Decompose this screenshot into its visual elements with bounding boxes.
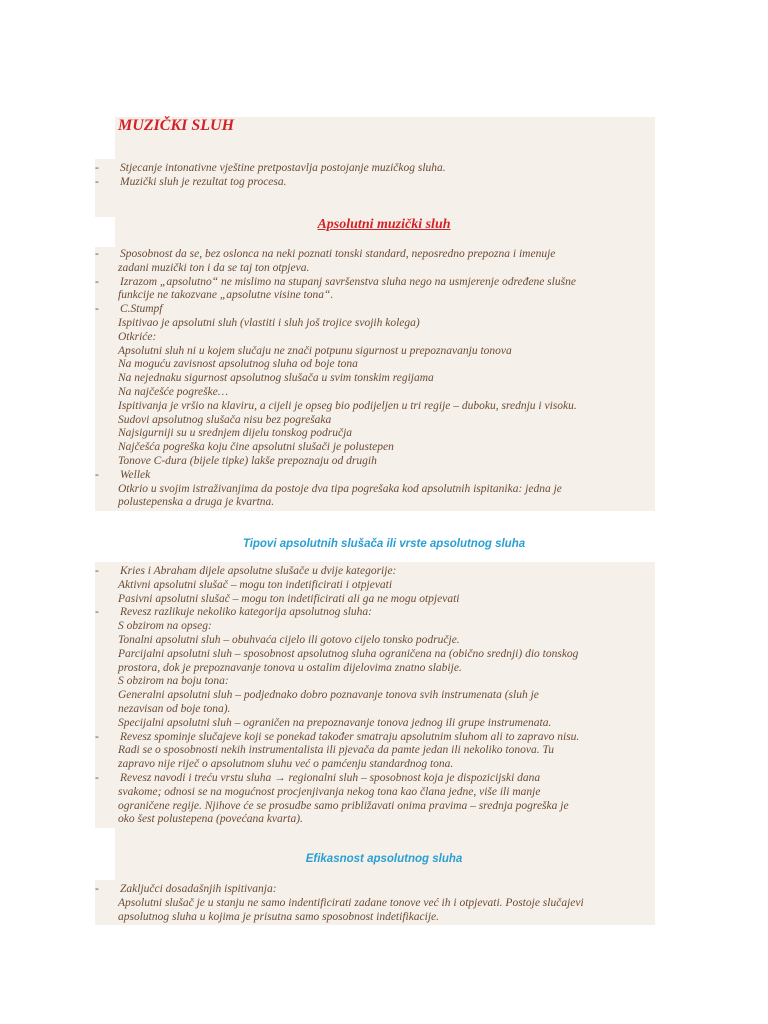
list-item [95, 634, 655, 648]
list-item [95, 620, 655, 634]
list-item [95, 648, 655, 662]
list-item-text: Zaključci dosadašnjih ispitivanja: [120, 883, 277, 895]
list-bullet: - [95, 565, 99, 577]
list-item [95, 758, 655, 772]
list-item-text: Apsolutni sluh ni u kojem slučaju ne znači potpunu sigurnost u prepoznavanju tonova [118, 344, 512, 357]
list-item [95, 248, 655, 262]
list-bullet: - [95, 730, 99, 743]
list-item-text: Sudovi apsolutnog slušača nisu bez pogrešaka [118, 413, 332, 426]
list-item [95, 303, 655, 317]
list-item [95, 441, 655, 455]
list-bullet: - [95, 771, 99, 784]
list-item-text: Na moguću zavisnost apsolutnog sluha od boje tona [118, 358, 358, 371]
list-item [95, 469, 655, 483]
list-item-text: Sposobnost da se, bez oslonca na neki poznati tonski standard, neposredno prepozna i imenuje [120, 248, 556, 260]
list-item-text: ograničene regije. Njihove će se prosudbe samo približavati onima pravima – srednja pogreška je [118, 799, 569, 812]
list-item-text: Izrazom „apsolutno“ ne mislimo na stupanj savršenstva sluha nego na usmjerenje određene slušne [120, 275, 576, 288]
list-item [95, 400, 655, 414]
list-item-text: Stjecanje intonativne vještine pretpostavlja postojanje muzičkog sluha. [120, 162, 446, 174]
list-item [95, 744, 655, 758]
list-item [95, 579, 655, 593]
list-item-text: C.Stumpf [120, 303, 163, 316]
list-item-text: Tonove C-dura (bijele tipke) lakše prepoznaju od drugih [118, 454, 377, 467]
list-item [95, 662, 655, 676]
section3-list [95, 883, 655, 924]
list-item-text: Parcijalni apsolutni sluh – sposobnost apsolutnog sluha ograničena na (obično srednji) dio tonskog [118, 647, 579, 660]
list-item-text: S obzirom na opseg: [118, 620, 212, 633]
list-item [95, 317, 655, 331]
list-item-text: Ispitivanja je vršio na klaviru, a cijeli je opseg bio podijeljen u tri regije – duboku, srednju i visoku. [118, 399, 577, 412]
list-item [95, 345, 655, 359]
list-item [95, 162, 655, 176]
list-item [95, 897, 655, 911]
list-item-text: Najčešća pogreška koju čine apsolutni slušači je polustepen [118, 441, 394, 454]
list-item [95, 331, 655, 345]
list-bullet: - [95, 162, 99, 174]
list-item-text: Otkrio u svojim istraživanjima da postoje dva tipa pogrešaka kod apsolutnih ispitanika: jedna je [118, 482, 562, 495]
list-item [95, 813, 655, 827]
list-item [95, 703, 655, 717]
list-item-text: Na najčešće pogreške… [118, 385, 229, 398]
list-item [95, 731, 655, 745]
list-bullet: - [95, 175, 99, 188]
list-item [95, 427, 655, 441]
section1-list [95, 248, 655, 510]
list-item-text: Najsigurniji su u srednjem dijelu tonskog područja [118, 427, 353, 440]
section3-heading: Efikasnost apsolutnog sluha [305, 853, 463, 865]
list-item-text: funkcije ne takozvane „apsolutne visine tona“. [118, 289, 334, 302]
list-item-text: apsolutnog sluha u kojima je prisutna samo sposobnost indetifikacije. [118, 910, 440, 923]
list-item [95, 883, 655, 897]
list-item-text: Apsolutni slušač je u stanju ne samo indentificirati zadane tonove već ih i otpjevati. Postoje slučajevi [118, 896, 584, 909]
list-bullet: - [95, 468, 99, 481]
list-item-text: prostora, dok je prepoznavanje tonova u ostalim dijelovima znatno slabije. [118, 661, 462, 674]
list-item-text: Pasivni apsolutni slušač – mogu ton indetificirati ali ga ne mogu otpjevati [118, 592, 460, 605]
list-item-text: Otkriće: [118, 330, 157, 343]
list-item-text: Generalni apsolutni sluh – podjednako dobro poznavanje tonova svih instrumenata (sluh je [118, 689, 539, 702]
list-item-text: Aktivni apsolutni slušač – mogu ton indetificirati i otpjevati [118, 578, 393, 591]
list-item [95, 289, 655, 303]
list-item [95, 772, 655, 786]
list-item-text: zapravo nije riječ o apsolutnom sluhu već o pamćenju standardnog tona. [118, 758, 454, 771]
list-item [95, 483, 655, 497]
list-bullet: - [95, 606, 99, 619]
list-item [95, 800, 655, 814]
list-item-text: Revesz spominje slučajeve koji se ponekad također smatraju apsolutnim sluhom ali to zapravo nisu. [120, 730, 580, 743]
list-item-text: Specijalni apsolutni sluh – ograničen na prepoznavanje tonova jednog ili grupe instrumenata. [118, 716, 552, 729]
list-bullet: - [95, 248, 99, 260]
list-item [95, 386, 655, 400]
list-item-text: oko šest polustepena (povećana kvarta). [118, 813, 303, 826]
list-item-text: nezavisan od boje tona). [118, 702, 231, 715]
list-item [95, 911, 655, 925]
list-item-text: Wellek [120, 468, 151, 481]
list-item-text: Revesz navodi i treću vrstu sluha → regionalni sluh – sposobnost koja je dispozicijski dana [120, 771, 541, 784]
list-bullet: - [95, 275, 99, 288]
list-item [95, 496, 655, 510]
list-item [95, 372, 655, 386]
list-item [95, 358, 655, 372]
section2-list [95, 565, 655, 827]
list-item-text: Radi se o sposobnosti nekih instrumentalista ili pjevača da pamte jedan ili nekoliko tonova. Tu [118, 744, 554, 757]
list-item-text: S obzirom na boju tona: [118, 675, 229, 688]
list-item-text: Ispitivao je apsolutni sluh (vlastiti i sluh još trojice svojih kolega) [118, 316, 420, 329]
list-item-text: Kries i Abraham dijele apsolutne slušače u dvije kategorije: [120, 565, 397, 577]
list-item [95, 593, 655, 607]
list-item [95, 565, 655, 579]
list-item-text: polustepenska a druga je kvartna. [118, 496, 275, 509]
list-item-text: Tonalni apsolutni sluh – obuhvaća cijelo ili gotovo cijelo tonsko područje. [118, 633, 460, 646]
list-bullet: - [95, 303, 99, 316]
section1-heading: Apsolutni muzički sluh [317, 217, 451, 232]
list-bullet: - [95, 883, 99, 895]
section2-heading: Tipovi apsolutnih slušača ili vrste apsolutnog sluha [242, 538, 526, 550]
list-item-text: zadani muzički ton i da se taj ton otpjeva. [118, 261, 310, 274]
list-item [95, 276, 655, 290]
list-item [95, 786, 655, 800]
list-item [95, 176, 655, 190]
list-item [95, 414, 655, 428]
list-item-text: svakome; odnosi se na mogućnost procjenjivanja nekog tona kao člana jedne, više ili manje [118, 785, 541, 798]
intro-list [95, 162, 655, 190]
list-item-text: Muzički sluh je rezultat tog procesa. [120, 175, 287, 188]
list-item [95, 455, 655, 469]
list-item [95, 262, 655, 276]
list-item [95, 689, 655, 703]
page-title: MUZIČKI SLUH [118, 117, 235, 134]
list-item [95, 675, 655, 689]
list-item-text: Revesz razlikuje nekoliko kategorija apsolutnog sluha: [120, 606, 372, 619]
list-item [95, 606, 655, 620]
list-item-text: Na nejednaku sigurnost apsolutnog slušača u svim tonskim regijama [118, 372, 434, 385]
list-item [95, 717, 655, 731]
